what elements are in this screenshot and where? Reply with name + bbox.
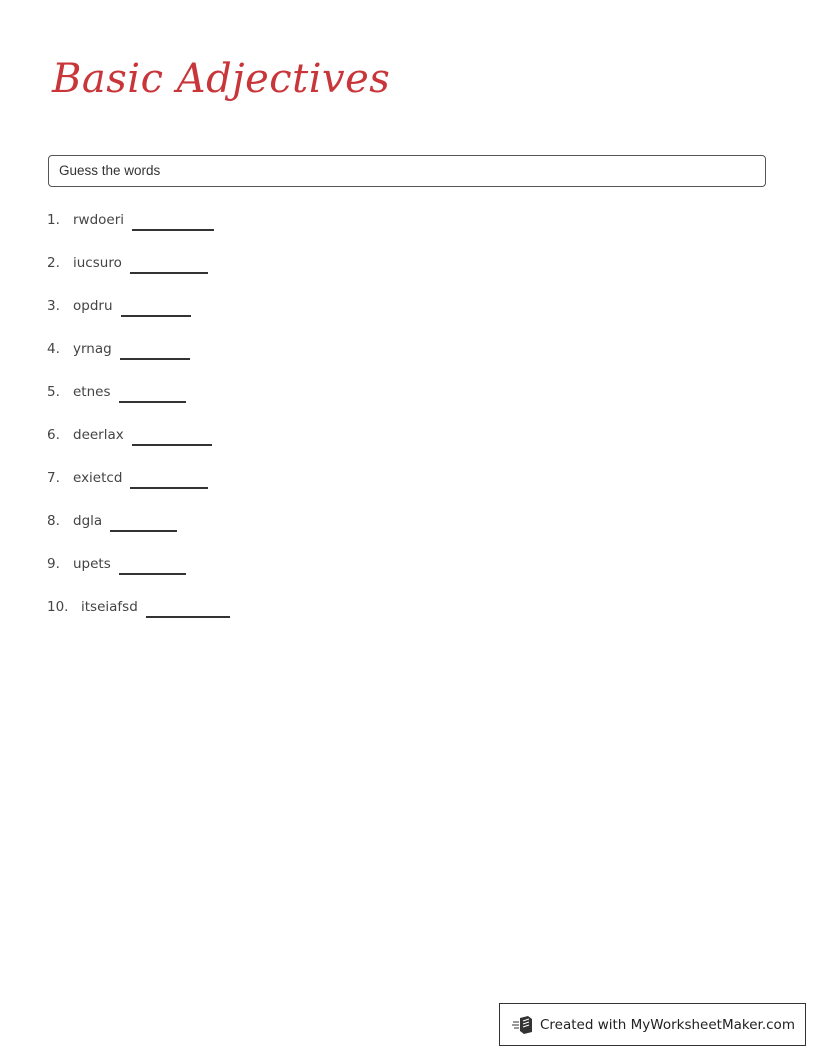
question-item xyxy=(47,427,230,470)
question-number: 4. xyxy=(47,341,60,357)
instructions-text: Guess the words xyxy=(59,163,161,178)
answer-blank[interactable] xyxy=(119,401,186,403)
scrambled-word: dgla xyxy=(73,513,103,529)
question-number: 6. xyxy=(47,427,60,443)
question-number: 2. xyxy=(47,255,60,271)
scrambled-word: yrnag xyxy=(73,341,112,357)
question-item xyxy=(47,470,230,513)
question-number: 5. xyxy=(47,384,60,400)
scrambled-word: opdru xyxy=(73,298,113,314)
question-item xyxy=(47,599,230,642)
answer-blank[interactable] xyxy=(130,487,208,489)
scrambled-word: iucsuro xyxy=(73,255,122,271)
question-number: 3. xyxy=(47,298,60,314)
question-number: 1. xyxy=(47,212,60,228)
footer-badge[interactable] xyxy=(499,1003,806,1046)
answer-blank[interactable] xyxy=(132,229,214,231)
worksheet-logo-icon xyxy=(512,1015,534,1035)
question-item xyxy=(47,298,230,341)
worksheet-title: Basic Adjectives xyxy=(52,56,391,102)
answer-blank[interactable] xyxy=(146,616,230,618)
answer-blank[interactable] xyxy=(119,573,186,575)
question-list xyxy=(47,212,230,642)
question-number: 8. xyxy=(47,513,60,529)
question-number: 7. xyxy=(47,470,60,486)
scrambled-word: etnes xyxy=(73,384,111,400)
question-item xyxy=(47,212,230,255)
question-number: 10. xyxy=(47,599,69,615)
answer-blank[interactable] xyxy=(121,315,191,317)
answer-blank[interactable] xyxy=(110,530,177,532)
question-item xyxy=(47,513,230,556)
question-item xyxy=(47,255,230,298)
scrambled-word: exietcd xyxy=(73,470,123,486)
question-item xyxy=(47,341,230,384)
scrambled-word: rwdoeri xyxy=(73,212,125,228)
answer-blank[interactable] xyxy=(120,358,190,360)
answer-blank[interactable] xyxy=(132,444,212,446)
question-item xyxy=(47,384,230,427)
scrambled-word: itseiafsd xyxy=(81,599,138,615)
answer-blank[interactable] xyxy=(130,272,208,274)
scrambled-word: deerlax xyxy=(73,427,124,443)
footer-text: Created with MyWorksheetMaker.com xyxy=(540,1016,795,1033)
question-number: 9. xyxy=(47,556,60,572)
scrambled-word: upets xyxy=(73,556,111,572)
instructions-box xyxy=(48,155,766,187)
question-item xyxy=(47,556,230,599)
